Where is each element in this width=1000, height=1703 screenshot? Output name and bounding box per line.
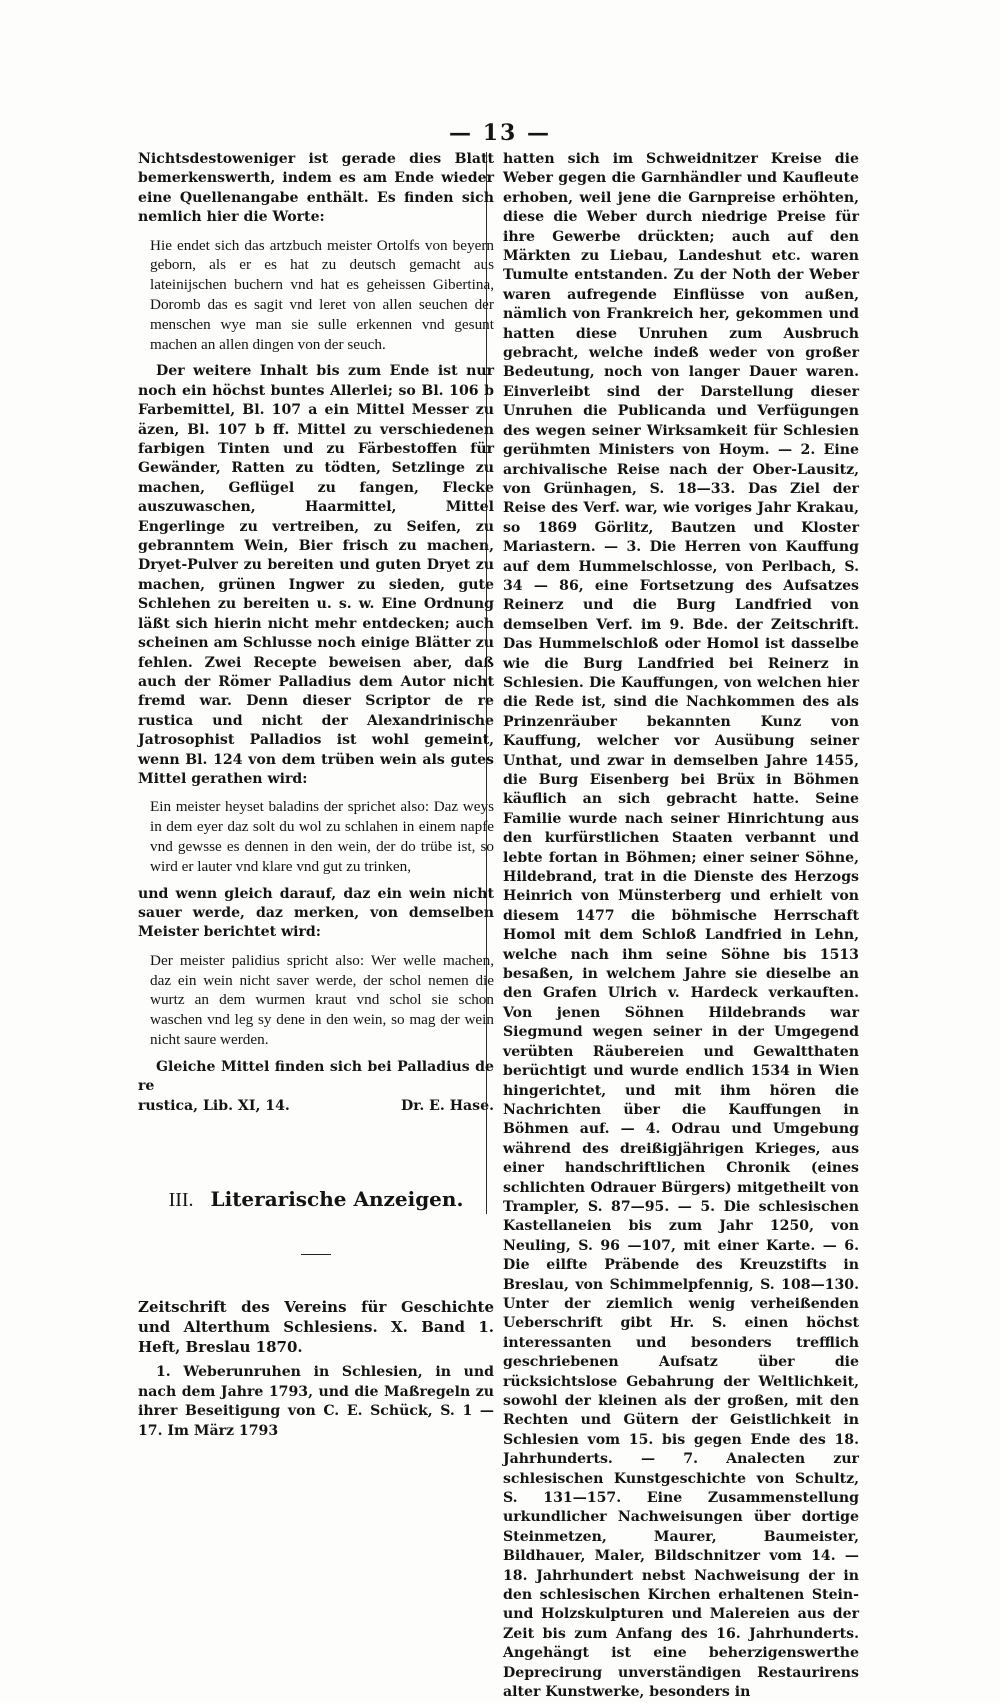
quote-palidius	[150, 951, 494, 1050]
left-paragraph-3: und wenn gleich darauf, daz ein wein nicht sauer werde, daz merken, von demselben Meister berichtet wird:	[138, 885, 494, 941]
section-number: III.	[168, 1188, 194, 1211]
page-number: — 13 —	[449, 120, 551, 146]
section-heading	[138, 1186, 494, 1211]
left-paragraph-5: 1. Weberunruhen in Schlesien, in und nach dem Jahre 1793, und die Maßregeln zu ihrer Beseitigung von C. E. Schück, S. 1 — 17. Im März 1793	[138, 1364, 494, 1439]
section-title: Literarische Anzeigen.	[210, 1186, 464, 1211]
quote-baladins	[150, 797, 494, 876]
right-column	[503, 150, 859, 1703]
quote-baladins-text: Ein meister heyset baladins der sprichet also: Daz weys in dem eyer daz solt du wol zu schlahen in einem napfe vnd gewsse es dennen in den wein, der do trübe ist, so wird er lauter vnd klare vnd gut zu trinken,	[150, 798, 494, 875]
quote-ortolf	[150, 236, 494, 355]
right-paragraph-1: hatten sich im Schweidnitzer Kreise die Weber gegen die Garnhändler und Kaufleute erhoben, weil jene die Garnpreise erhöhten, diese die Weber durch niedrige Preise für ihre Gewerbe drückten; auch auf den Märkten zu Liebau, Landeshut etc. waren Tumulte entstanden. Zu der Noth der Weber waren aufregende Einflüsse von außen, nämlich von Frankreich her, gekommen und hatten diese Unruhen zum Ausbruch gebracht, welche indeß weder von großer Bedeutung, noch von langer Dauer waren. Einverleibt sind der Darstellung dieser Unruhen die Publicanda und Verfügungen des wegen seiner Wirksamkeit für Schlesien gerühmten Ministers von Hoym. — 2. Eine archivalische Reise nach der Ober-Lausitz, von Grünhagen, S. 18—33. Das Ziel der Reise des Verf. war, wie voriges Jahr Krakau, so 1869 Görlitz, Bautzen und Kloster Mariastern. — 3. Die Herren von Kauffung auf dem Hummelschlosse, von Perlbach, S. 34 — 86, eine Fortsetzung des Aufsatzes Reinerz und die Burg Landfried von demselben Verf. im 9. Bde. der Zeitschrift. Das Hummelschloß oder Homol ist dasselbe wie die Burg Landfried bei Reinerz in Schlesien. Die Kauffungen, von welchen hier die Rede ist, sind die Nachkommen des als Prinzenräuber bekannten Kunz von Kauffung, welcher vor Ausübung seiner Unthat, und zwar in demselben Jahre 1455, die Burg Eisenberg bei Brüx in Böhmen käuflich an sich gebracht hatte. Seine Familie wurde nach seiner Hinrichtung aus den kurfürstlichen Staaten verbannt und lebte fortan in Böhmen; einer seiner Söhne, Hildebrand, trat in die Dienste des Herzogs Heinrich von Münsterberg und erhielt von diesem 1477 die böhmische Herrschaft Homol mit dem Schloß Landfried in Lehn, welche nach ihm seine Söhne bis 1513 besaßen, in welchem Jahre sie dieselbe an den Grafen Ulrich v. Hardeck verkauften. Von jenen Söhnen Hildebrands war Siegmund wegen seiner in der Umgegend verübten Räubereien und Gewaltthaten berüchtigt und wurde endlich 1534 in Wien hingerichtet, und mit ihm hören die Nachrichten über die Kauffungen in Böhmen auf. — 4. Odrau und Umgebung während des dreißigjährigen Krieges, aus einer handschriftlichen Chronik (eines schlichten Odrauer Bürgers) mitgetheilt von Trampler, S. 87—95. — 5. Die schlesischen Kastellaneien bis zum Jahr 1250, von Neuling, S. 96 —107, mit einer Karte. — 6. Die eilfte Präbende des Kreuzstifts in Breslau, von Schimmelpfennig, S. 108—130. Unter der ziemlich wenig verheißenden Ueberschrift gibt Hr. S. einen höchst interessanten und besonders trefflich geschriebenen Aufsatz über die rücksichtslose Gebahrung der Weltlichkeit, sowohl der kleinen als der großen, mit den Rechten und Gütern der Geistlichkeit in Schlesien vom 15. bis gegen Ende des 18. Jahrhunderts. — 7. Analecten zur schlesischen Kunstgeschichte von Schultz, S. 131—157. Eine Zusammenstellung urkundlicher Nachweisungen über dortige Steinmetzen, Maurer, Baumeister, Bildhauer, Maler, Bildschnitzer vom 14. — 18. Jahrhundert nebst Nachweisung der in den schlesischen Kirchen erhaltenen Stein- und Holzskulpturen und Malereien aus der Zeit bis zum Anfang des 16. Jahrhunderts. Angehängt ist eine beherzigenswerthe Deprecirung unverständigen Restaurirens alter Kunstwerke, besonders in	[503, 151, 859, 1701]
section-rule	[301, 1254, 331, 1255]
left-paragraph-2: Der weitere Inhalt bis zum Ende ist nur noch ein höchst buntes Allerlei; so Bl. 106 b Farbemittel, Bl. 107 a ein Mittel Messer zu äzen, Bl. 107 b ff. Mittel zu verschiedenen farbigen Tinten und zu Färbestoffen für Gewänder, Ratten zu tödten, Setzlinge zu machen, Geflügel zu fangen, Flecke auszuwaschen, Haarmittel, Mittel Engerlinge zu vertreiben, zu Seifen, zu gebranntem Wein, Bier frisch zu machen, Dryet-Pulver zu bereiten und guten Dryet zu machen, grünen Ingwer zu sieden, gute Schlehen zu bereiten u. s. w. Eine Ordnung läßt sich hierin nicht mehr entdecken; auch scheinen am Schlusse noch einige Blätter zu fehlen. Zwei Recepte beweisen aber, daß auch der Römer Palladius dem Autor nicht fremd war. Denn dieser Scriptor de re rustica und nicht der Alexandrinische Jatrosophist Palladios ist wohl gemeint, wenn Bl. 124 von dem trüben wein als gutes Mittel gerathen wird:	[138, 363, 494, 787]
left-paragraph-4-end: rustica, Lib. XI, 14.	[138, 1097, 290, 1114]
author-signature: Dr. E. Hase.	[401, 1097, 494, 1114]
quote-palidius-text: Der meister palidius spricht also: Wer welle machen, daz ein wein nicht saver werde, der schol nemen die wurtz an dem wurmen kraut vnd schol sie schon waschen vnd leg sy dene in den wein, so mag der wein nicht saure werden.	[150, 951, 494, 1048]
left-column	[138, 150, 494, 1441]
signoff-line	[138, 1097, 494, 1116]
left-paragraph-4: Gleiche Mittel finden sich bei Palladius de re	[138, 1058, 494, 1095]
journal-title: Zeitschrift des Vereins für Geschichte und Alterthum Schlesiens. X. Band 1. Heft, Breslau 1870.	[138, 1298, 494, 1357]
quote-ortolf-text: Hie endet sich das artzbuch meister Ortolfs von beyern geborn, als er es hat zu deutsch gemacht aus lateinijschen buchern vnd hat es geheissen Gibertina, Doromb das es sagit vnd leret von allen seuchen der menschen wye man sie sulle erkennen vnd gesunt machen an allen dingen von der seuch.	[150, 236, 494, 353]
left-paragraph-1: Nichtsdestoweniger ist gerade dies Blatt bemerkenswerth, indem es am Ende wieder eine Quellenangabe enthält. Es finden sich nemlich hier die Worte:	[138, 151, 494, 226]
